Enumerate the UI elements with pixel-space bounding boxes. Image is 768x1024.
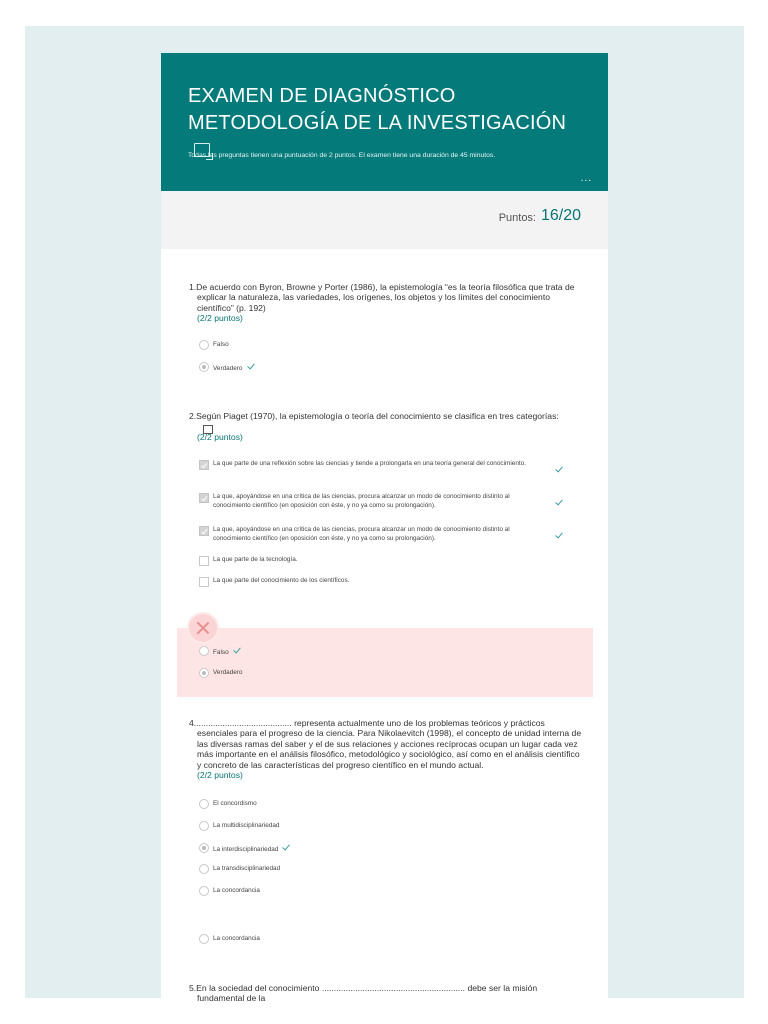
option-label: La que parte de una reflexión sobre las ciencias y tiende a prolongarla en una teoría general del conocimiento. bbox=[213, 460, 526, 467]
option-label: La concordancia bbox=[213, 935, 260, 942]
incorrect-x-icon bbox=[189, 614, 217, 642]
option-label: La que parte de la tecnología. bbox=[213, 556, 298, 563]
option-label: Verdadero bbox=[213, 669, 243, 676]
radio-button[interactable] bbox=[199, 362, 209, 372]
radio-button[interactable] bbox=[199, 668, 209, 678]
option-label: Falso bbox=[213, 341, 229, 348]
option-label: La que parte del conocimiento de los científicos. bbox=[213, 577, 350, 584]
radio-button[interactable] bbox=[199, 864, 209, 874]
option-label: El concordismo bbox=[213, 800, 257, 807]
checkbox[interactable] bbox=[199, 460, 209, 470]
question-number: 1. bbox=[189, 282, 197, 292]
checkbox[interactable] bbox=[199, 493, 209, 503]
question-number: 4. bbox=[189, 718, 197, 728]
form-title: EXAMEN DE DIAGNÓSTICO METODOLOGÍA DE LA INVESTIGACIÓN bbox=[188, 83, 588, 164]
radio-button[interactable] bbox=[199, 843, 209, 853]
score-bar bbox=[161, 191, 608, 249]
option-label: La transdisciplinariedad bbox=[213, 865, 281, 872]
question-5 bbox=[189, 983, 584, 1004]
question-points: (2/2 puntos) bbox=[197, 313, 243, 324]
question-4 bbox=[189, 718, 584, 781]
option-label: La concordancia bbox=[213, 887, 260, 894]
question-1 bbox=[189, 282, 584, 324]
more-options-icon[interactable]: ... bbox=[580, 173, 592, 184]
checkbox[interactable] bbox=[199, 556, 209, 566]
option-label: La multidisciplinariedad bbox=[213, 822, 280, 829]
checkbox[interactable] bbox=[199, 526, 209, 536]
form-header bbox=[161, 53, 608, 191]
form-description: Todas las preguntas tienen una puntuación de 2 puntos. El examen tiene una duración de 45 minutos. bbox=[188, 152, 496, 159]
question-number: 2. bbox=[189, 411, 197, 421]
radio-button[interactable] bbox=[199, 340, 209, 350]
incorrect-answer-area bbox=[177, 628, 593, 697]
option-label: La que, apoyándose en una crítica de las ciencias, procura alcanzar un modo de conocimiento distinto al conocimiento científico (en oposición con éste, y no ya como su prolongación). bbox=[213, 526, 510, 542]
radio-button[interactable] bbox=[199, 886, 209, 896]
question-number: 5. bbox=[189, 983, 197, 993]
radio-button[interactable] bbox=[199, 799, 209, 809]
question-text: Según Piaget (1970), la epistemología o teoría del conocimiento se clasifica en tres categorías: bbox=[196, 411, 559, 421]
question-text: En la sociedad del conocimiento ............................................................ debe ser la misión fundamental de la bbox=[196, 983, 538, 1004]
radio-button[interactable] bbox=[199, 646, 209, 656]
radio-button[interactable] bbox=[199, 821, 209, 831]
question-points: (2/2 puntos) bbox=[197, 432, 243, 443]
question-text: ........................................ representa actualmente uno de los problemas teóricos y prácticos esenciales para el progreso de la ciencia. Para Nikolaevitch (1998), el concepto de unidad interna de las diversas ramas del saber y el de sus relaciones y acciones recíprocas ocupan un lugar cada vez más importante en el análisis filosófico, metodológico y sociológico, así como en el análisis científico y concreto de las características del progreso científico en el mundo actual. bbox=[196, 718, 582, 770]
score-value: 16/20 bbox=[540, 207, 581, 224]
checkbox[interactable] bbox=[199, 577, 209, 587]
score-label: Puntos: bbox=[498, 212, 536, 224]
question-text: De acuerdo con Byron, Browne y Porter (1986), la epistemología “es la teoría filosófica que trata de explicar la naturaleza, las variedades, los orígenes, los objetos y los límites del conocimiento científico” (p. 192) bbox=[196, 282, 575, 313]
immersive-reader-icon[interactable] bbox=[203, 425, 213, 434]
option-label: Verdadero bbox=[213, 365, 243, 372]
option-label: La interdisciplinariedad bbox=[213, 846, 279, 853]
radio-button[interactable] bbox=[199, 934, 209, 944]
option-label: La que, apoyándose en una crítica de las ciencias, procura alcanzar un modo de conocimiento distinto al conocimiento científico (en oposición con éste, y no ya como su prolongación). bbox=[213, 493, 510, 509]
question-points: (2/2 puntos) bbox=[197, 770, 243, 781]
question-2 bbox=[189, 411, 584, 443]
option-label: Falso bbox=[213, 649, 229, 656]
